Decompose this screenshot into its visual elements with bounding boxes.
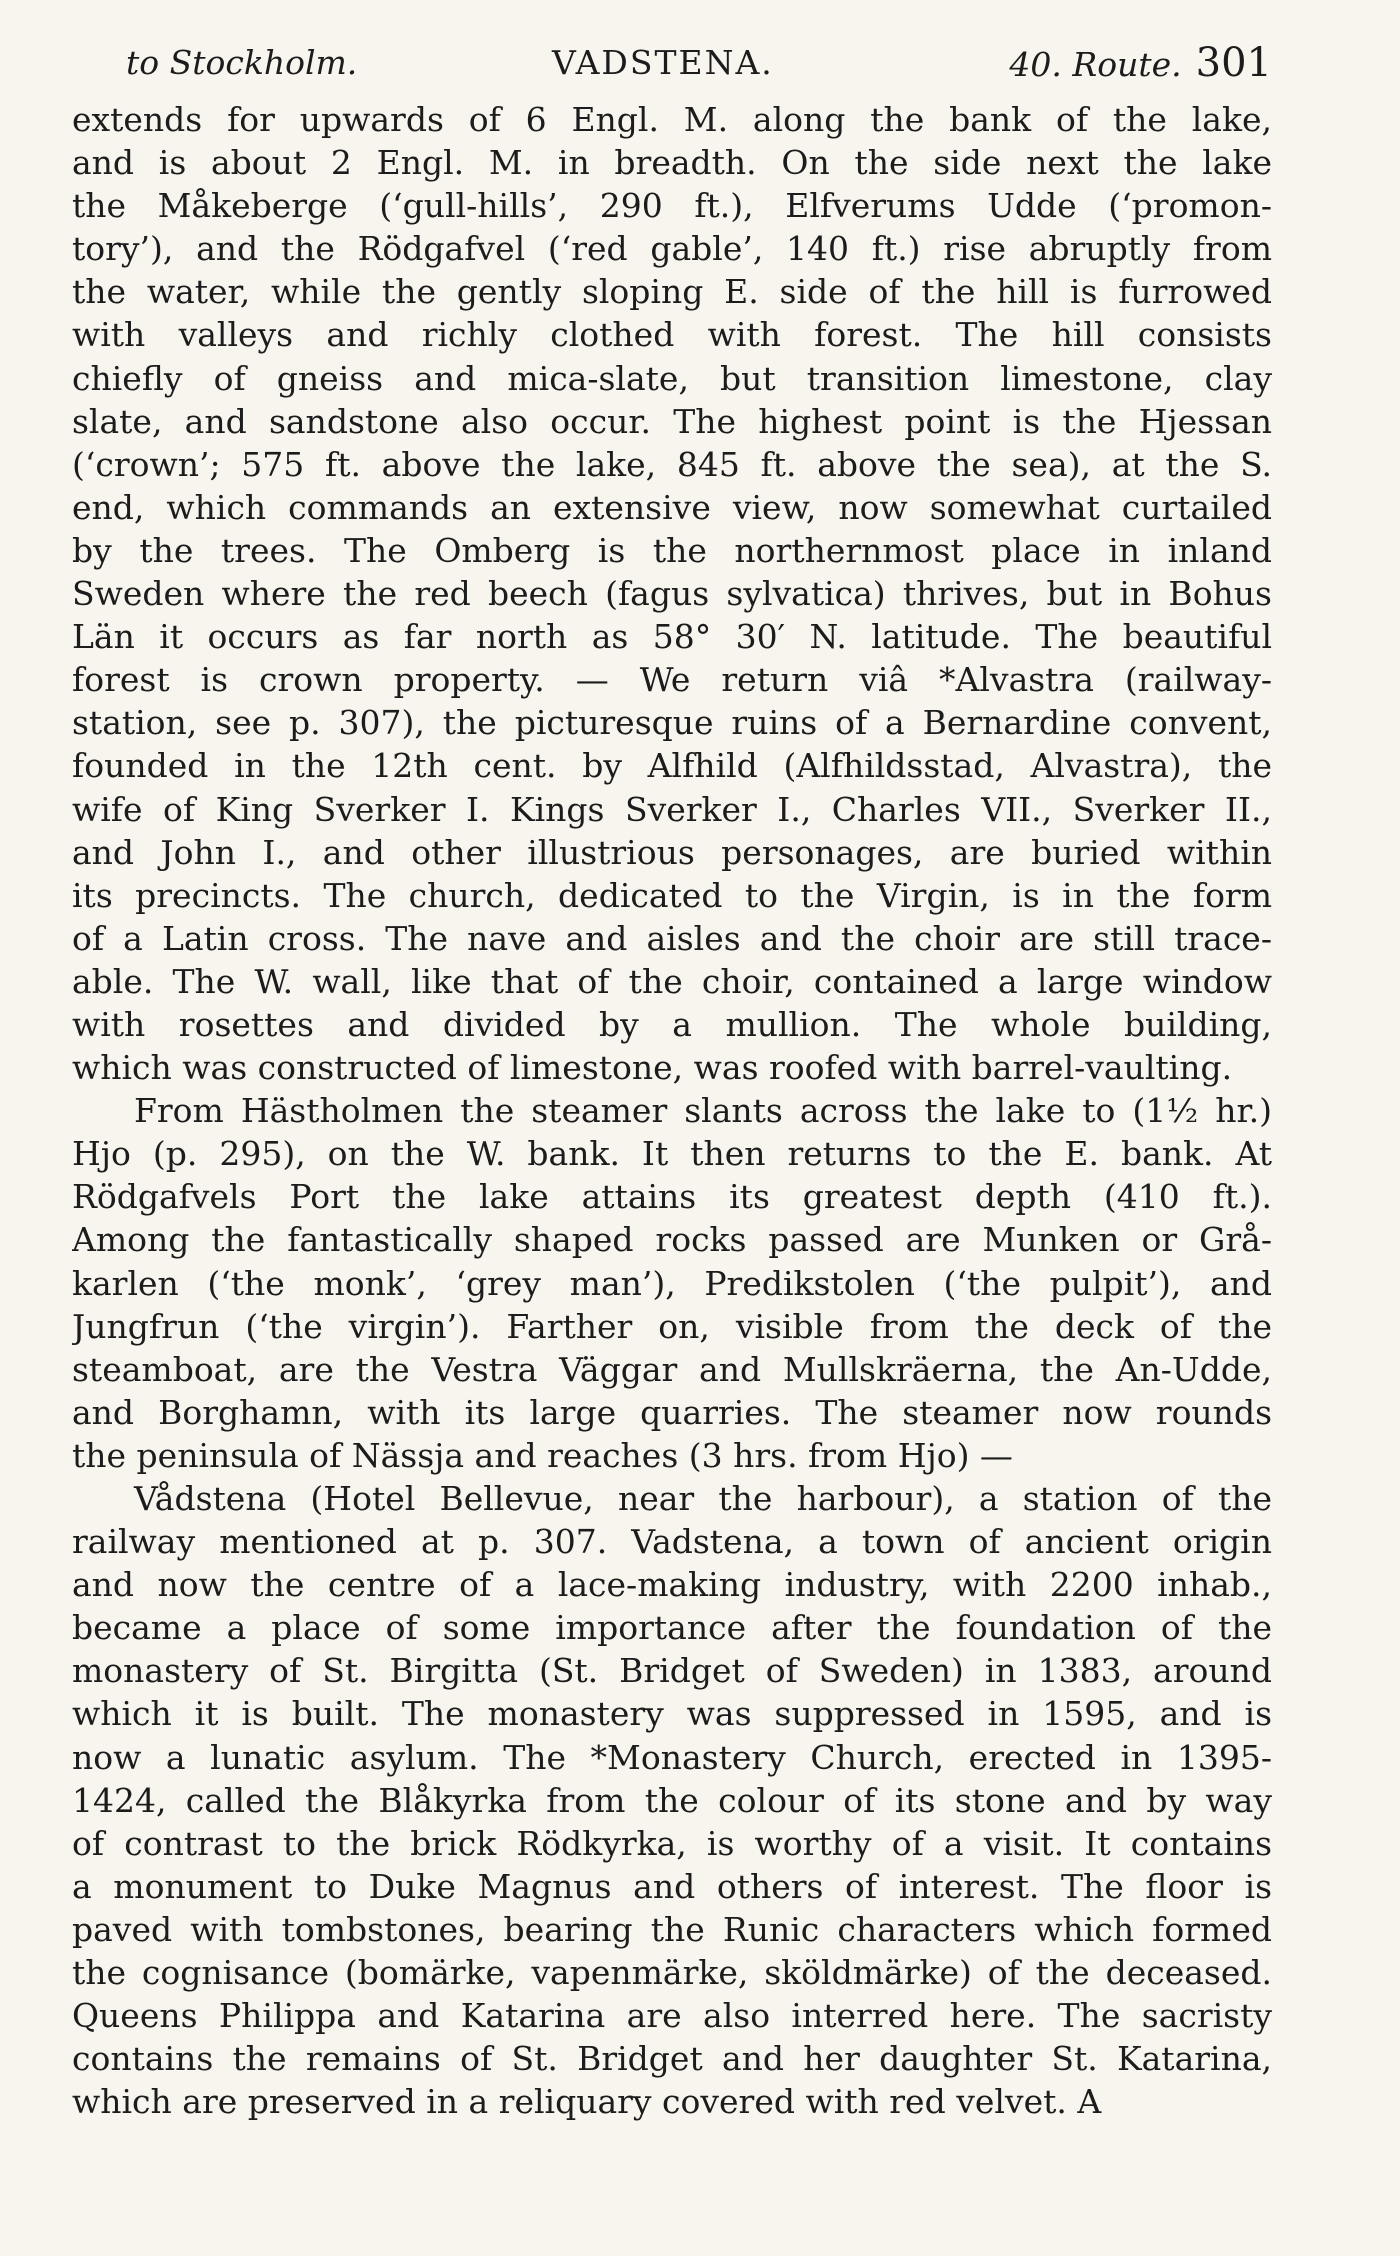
- text-line: founded in the 12th cent. by Alfhild (Alfhildsstad, Alvastra), the: [72, 746, 1272, 786]
- text-line: of a Latin cross. The nave and aisles and the choir are still trace-: [72, 918, 1272, 958]
- running-head-title: VADSTENA.: [552, 43, 774, 82]
- text-line: its precincts. The church, dedicated to the Virgin, is in the form: [72, 875, 1272, 915]
- text-line: now a lunatic asylum. The *Monastery Church, erected in 1395-: [72, 1737, 1272, 1777]
- text-line: Among the fantastically shaped rocks passed are Munken or Grå-: [72, 1220, 1272, 1260]
- text-line: and now the centre of a lace-making industry, with 2200 inhab.,: [72, 1565, 1272, 1605]
- text-line: Län it occurs as far north as 58° 30′ N. latitude. The beautiful: [72, 617, 1272, 657]
- text-line: became a place of some importance after the foundation of the: [72, 1608, 1272, 1648]
- text-line: paved with tombstones, bearing the Runic characters which formed: [72, 1909, 1272, 1949]
- text-line: and is about 2 Engl. M. in breadth. On the side next the lake: [72, 143, 1272, 183]
- text-line: Hjo (p. 295), on the W. bank. It then returns to the E. bank. At: [72, 1134, 1272, 1174]
- text-line: with valleys and richly clothed with forest. The hill consists: [72, 315, 1272, 355]
- text-line: which are preserved in a reliquary covered with red velvet. A: [72, 2082, 1102, 2122]
- text-line: karlen (‘the monk’, ‘grey man’), Predikstolen (‘the pulpit’), and: [72, 1263, 1272, 1303]
- text-line: chiefly of gneiss and mica-slate, but transition limestone, clay: [72, 358, 1272, 398]
- running-head-left: to Stockholm.: [126, 43, 358, 82]
- text-line: the water, while the gently sloping E. side of the hill is furrowed: [72, 272, 1272, 312]
- text-line: which was constructed of limestone, was roofed with barrel-vaulting.: [72, 1048, 1233, 1088]
- text-line: station, see p. 307), the picturesque ruins of a Bernardine convent,: [72, 703, 1272, 743]
- text-line: wife of King Sverker I. Kings Sverker I., Charles VII., Sverker II.,: [72, 789, 1272, 829]
- text-line: tory’), and the Rödgafvel (‘red gable’, 140 ft.) rise abruptly from: [72, 229, 1272, 269]
- text-line: Jungfrun (‘the virgin’). Farther on, visible from the deck of the: [72, 1306, 1272, 1346]
- text-line: (‘crown’; 575 ft. above the lake, 845 ft. above the sea), at the S.: [72, 444, 1272, 484]
- text-line: Queens Philippa and Katarina are also interred here. The sacristy: [72, 1996, 1272, 2036]
- text-line: the cognisance (bomärke, vapenmärke, sköldmärke) of the deceased.: [72, 1953, 1272, 1993]
- text-line: the Måkeberge (‘gull-hills’, 290 ft.), Elfverums Udde (‘promon-: [72, 186, 1272, 226]
- text-line: steamboat, are the Vestra Väggar and Mullskräerna, the An-Udde,: [72, 1349, 1272, 1389]
- route-label: 40. Route.: [1009, 45, 1182, 84]
- text-line: monastery of St. Birgitta (St. Bridget of Sweden) in 1383, around: [72, 1651, 1272, 1691]
- running-head: [72, 34, 1272, 92]
- text-line: Rödgafvels Port the lake attains its greatest depth (410 ft.).: [72, 1177, 1272, 1217]
- text-line: slate, and sandstone also occur. The highest point is the Hjessan: [72, 401, 1272, 441]
- text-line: with rosettes and divided by a mullion. The whole building,: [72, 1004, 1272, 1044]
- body-text: [72, 98, 1272, 2123]
- text-line: which it is built. The monastery was suppressed in 1595, and is: [72, 1694, 1272, 1734]
- text-line: 1424, called the Blåkyrka from the colour of its stone and by way: [72, 1780, 1272, 1820]
- text-line: Vådstena (Hotel Bellevue, near the harbour), a station of the: [134, 1479, 1272, 1518]
- book-page: [72, 34, 1272, 2224]
- text-line: and John I., and other illustrious personages, are buried within: [72, 832, 1272, 872]
- text-line: end, which commands an extensive view, now somewhat curtailed: [72, 487, 1272, 527]
- text-line: From Hästholmen the steamer slants across the lake to (1½ hr.): [134, 1091, 1272, 1131]
- text-line: extends for upwards of 6 Engl. M. along the bank of the lake,: [72, 100, 1272, 139]
- running-head-right: [1009, 34, 1272, 94]
- text-line: the peninsula of Nässja and reaches (3 hrs. from Hjo) —: [72, 1435, 1013, 1475]
- text-line: forest is crown property. — We return viâ *Alvastra (railway-: [72, 660, 1272, 700]
- page-number: 301: [1195, 40, 1272, 86]
- text-line: of contrast to the brick Rödkyrka, is worthy of a visit. It contains: [72, 1823, 1272, 1863]
- text-line: contains the remains of St. Bridget and her daughter St. Katarina,: [72, 2039, 1272, 2079]
- text-line: able. The W. wall, like that of the choir, contained a large window: [72, 961, 1272, 1001]
- text-line: Sweden where the red beech (fagus sylvatica) thrives, but in Bohus: [72, 574, 1272, 614]
- text-line: a monument to Duke Magnus and others of interest. The floor is: [72, 1866, 1272, 1906]
- text-line: by the trees. The Omberg is the northernmost place in inland: [72, 530, 1272, 570]
- text-line: railway mentioned at p. 307. Vadstena, a town of ancient origin: [72, 1522, 1272, 1562]
- text-line: and Borghamn, with its large quarries. The steamer now rounds: [72, 1392, 1272, 1432]
